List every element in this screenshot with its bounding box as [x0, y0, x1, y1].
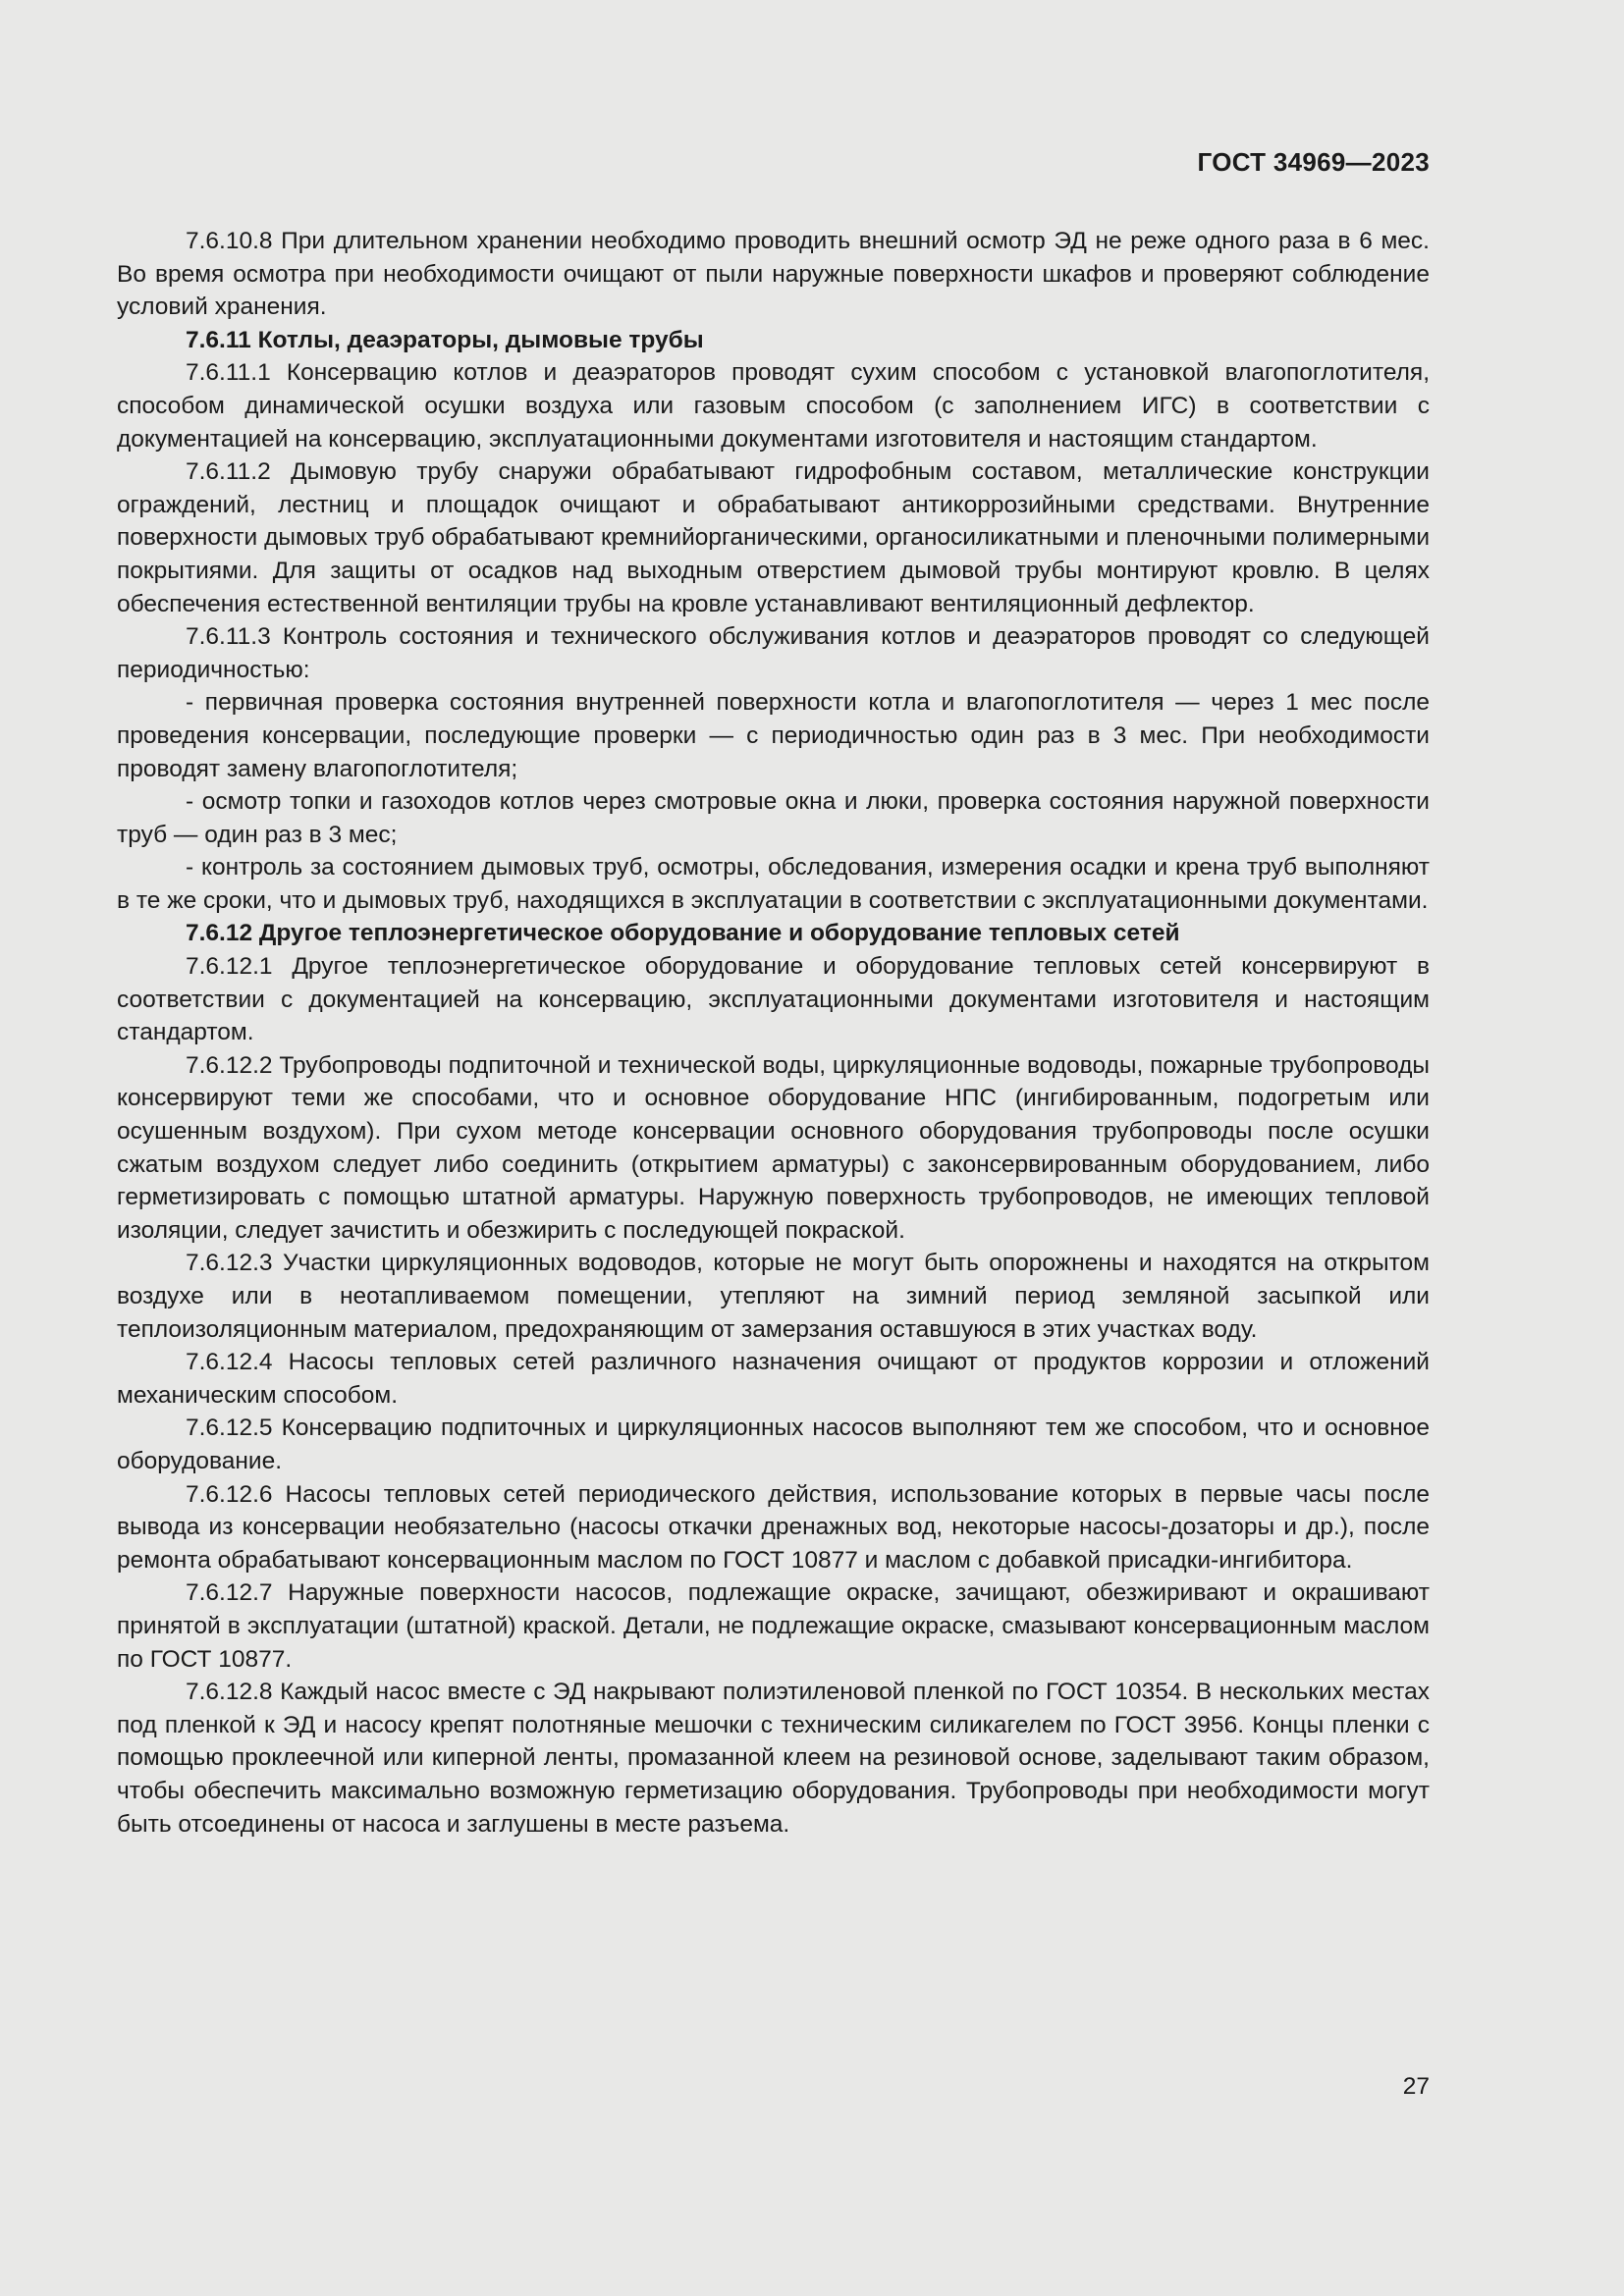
list-item: - первичная проверка состояния внутренней поверхности котла и влагопоглотителя — через 1 мес после проведения консервации, последующие проверки — с периодичностью один раз в 3 мес. При необходимости проводят замену влагопоглотителя; [117, 689, 1430, 782]
section-heading-7-6-11: 7.6.11 Котлы, деаэраторы, дымовые трубы [186, 326, 704, 353]
paragraph-7-6-12-6: 7.6.12.6 Насосы тепловых сетей периодического действия, использование которых в первые часы после вывода из консервации необязательно (насосы откачки дренажных вод, некоторые насосы-дозаторы и др.), после ремонта обрабатывают консервационным маслом по ГОСТ 10877 и маслом с добавкой присадки-ингибитора. [117, 1480, 1430, 1574]
paragraph-7-6-12-8: 7.6.12.8 Каждый насос вместе с ЭД накрывают полиэтиленовой пленкой по ГОСТ 10354. В нескольких местах под пленкой к ЭД и насосу крепят полотняные мешочки с техническим силикагелем по ГОСТ 3956. Концы пленки с помощью проклеечной или киперной ленты, промазанной клеем на резиновой основе, заделывают таким образом, чтобы обеспечить максимально возможную герметизацию оборудования. Трубопроводы при необходимости могут быть отсоединены от насоса и заглушены в месте разъема. [117, 1679, 1430, 1838]
paragraph-7-6-12-5: 7.6.12.5 Консервацию подпиточных и циркуляционных насосов выполняют тем же способом, что и основное оборудование. [117, 1415, 1430, 1474]
paragraph-7-6-11-2: 7.6.11.2 Дымовую трубу снаружи обрабатывают гидрофобным составом, металлические конструкции ограждений, лестниц и площадок очищают и обрабатывают антикоррозийными средствами. Внутренние поверхности дымовых труб обрабатывают кремнийорганическими, органосиликатными и пленочными полимерными покрытиями. Для защиты от осадков над выходным отверстием дымовой трубы монтируют кровлю. В целях обеспечения естественной вентиляции трубы на кровле устанавливают вентиляционный дефлектор. [117, 458, 1430, 617]
paragraph-7-6-12-4: 7.6.12.4 Насосы тепловых сетей различного назначения очищают от продуктов коррозии и отложений механическим способом. [117, 1349, 1430, 1409]
paragraph-7-6-10-8: 7.6.10.8 При длительном хранении необходимо проводить внешний осмотр ЭД не реже одного раза в 6 мес. Во время осмотра при необходимости очищают от пыли наружные поверхности шкафов и проверяют соблюдение условий хранения. [117, 228, 1430, 321]
paragraph-7-6-11-1: 7.6.11.1 Консервацию котлов и деаэраторов проводят сухим способом с установкой влагопоглотителя, способом динамической осушки воздуха или газовым способом (с заполнением ИГС) в соответствии с документацией на консервацию, эксплуатационными документами изготовителя и настоящим стандартом. [117, 359, 1430, 453]
section-heading-7-6-12: 7.6.12 Другое теплоэнергетическое оборудование и оборудование тепловых сетей [186, 920, 1180, 947]
paragraph-7-6-11-3: 7.6.11.3 Контроль состояния и технического обслуживания котлов и деаэраторов проводят со следующей периодичностью: [117, 623, 1430, 683]
list-item: - осмотр топки и газоходов котлов через смотровые окна и люки, проверка состояния наружной поверхности труб — один раз в 3 мес; [117, 788, 1430, 848]
paragraph-7-6-12-7: 7.6.12.7 Наружные поверхности насосов, подлежащие окраске, зачищают, обезжиривают и окрашивают принятой в эксплуатации (штатной) краской. Детали, не подлежащие окраске, смазывают консервационным маслом по ГОСТ 10877. [117, 1579, 1430, 1673]
paragraph-7-6-12-3: 7.6.12.3 Участки циркуляционных водоводов, которые не могут быть опорожнены и находятся на открытом воздухе или в неотапливаемом помещении, утепляют на зимний период земляной засыпкой или теплоизоляционным материалом, предохраняющим от замерзания оставшуюся в этих участках воду. [117, 1250, 1430, 1343]
document-header: ГОСТ 34969—2023 [1197, 147, 1430, 177]
paragraph-7-6-12-2: 7.6.12.2 Трубопроводы подпиточной и технической воды, циркуляционные водоводы, пожарные трубопроводы консервируют теми же способами, что и основное оборудование НПС (ингибированным, подогретым или осушенным воздухом). При сухом методе консервации основного оборудования трубопроводы после осушки сжатым воздухом следует либо соединить (открытием арматуры) с законсервированным оборудованием, либо герметизировать с помощью штатной арматуры. Наружную поверхность трубопроводов, не имеющих тепловой изоляции, следует зачистить и обезжирить с последующей покраской. [117, 1051, 1430, 1244]
paragraph-7-6-12-1: 7.6.12.1 Другое теплоэнергетическое оборудование и оборудование тепловых сетей консервируют в соответствии с документацией на консервацию, эксплуатационными документами изготовителя и настоящим стандартом. [117, 953, 1430, 1046]
list-item: - контроль за состоянием дымовых труб, осмотры, обследования, измерения осадки и крена труб выполняют в те же сроки, что и дымовых труб, находящихся в эксплуатации в соответствии с эксплуатационными документами. [117, 854, 1430, 914]
document-body [117, 225, 1430, 1841]
page-number: 27 [1402, 2073, 1430, 2100]
